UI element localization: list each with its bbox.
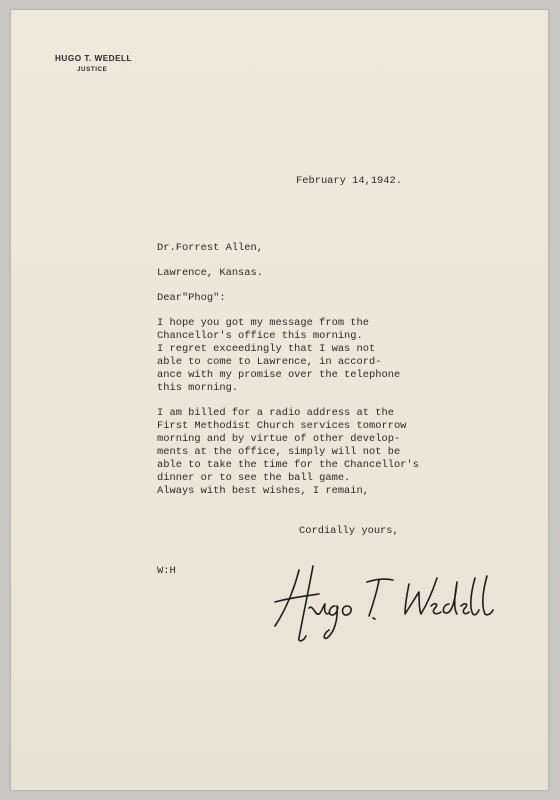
letter-sheet (11, 10, 548, 790)
letterhead-title: JUSTICE (77, 66, 108, 73)
body-paragraph-1: I hope you got my message from the Chancellor's office this morning. I regret exceedingly that I was not able to come to Lawrence, in accord- ance with my promise over the telephone this morning. (157, 317, 401, 394)
letterhead-name: HUGO T. WEDELL (55, 54, 133, 63)
closing-line: Always with best wishes, I remain, (157, 485, 370, 497)
reference-initials: W:H (157, 565, 176, 577)
body-paragraph-2: I am billed for a radio address at the First Methodist Church services tomorrow morning and by virtue of other develop- ments at the office, simply will not be able to take the time for the Chancellor's dinner or to see the ball game. (157, 407, 419, 484)
recipient-name: Dr.Forrest Allen, (157, 242, 264, 254)
letter-date: February 14,1942. (296, 175, 403, 187)
salutation: Dear"Phog": (157, 292, 226, 304)
handwritten-signature (269, 558, 499, 644)
recipient-address: Lawrence, Kansas. (157, 267, 264, 279)
complimentary-close: Cordially yours, (299, 525, 399, 537)
